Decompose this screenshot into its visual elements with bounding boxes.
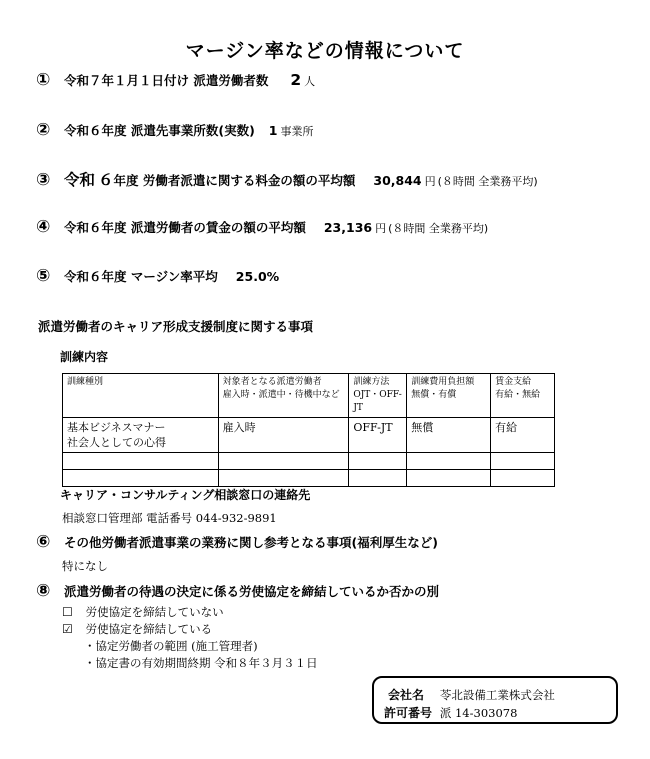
item-value: 2 xyxy=(290,71,302,89)
table-header-cell: 対象者となる派遣労働者 雇入時・派遣中・待機中など xyxy=(218,374,349,418)
item-unit: 円 xyxy=(424,175,436,188)
item-average-wage xyxy=(36,217,488,237)
item-number: ④ xyxy=(36,217,51,237)
permit-label: 許可番号 xyxy=(384,706,433,720)
item-staff-count xyxy=(36,70,315,90)
item-unit: 人 xyxy=(304,75,316,88)
item-labor-agreement xyxy=(36,581,439,601)
item-label: 派遣労働者の待遇の決定に係る労使協定を締結しているか否かの別 xyxy=(64,584,440,599)
table-header-cell: 賃金支給 有給・無給 xyxy=(491,374,555,418)
other-info-text: 特になし xyxy=(62,559,108,573)
permit-row xyxy=(384,704,517,721)
company-name-label: 会社名 xyxy=(388,688,425,702)
option-concluded: ☑ 労使協定を締結している xyxy=(62,622,213,636)
item-value: 1 xyxy=(268,123,278,138)
consult-heading: キャリア・コンサルティング相談窓口の連絡先 xyxy=(60,488,311,502)
table-cell: 無償 xyxy=(407,418,491,453)
item-value: 25.0% xyxy=(235,269,280,284)
item-label: 令和６年度 派遣労働者の賃金の額の平均額 xyxy=(64,220,306,235)
table-header-cell: 訓練方法 OJT・OFF-JT xyxy=(349,374,407,418)
table-header-cell: 訓練費用負担額 無償・有償 xyxy=(407,374,491,418)
item-other-info xyxy=(36,532,438,552)
item-note: (８時間 全業務平均) xyxy=(437,175,538,188)
item-label-year: ６ xyxy=(98,171,114,189)
item-label: 令和７年１月１日付け 派遣労働者数 xyxy=(64,73,269,88)
company-info-box xyxy=(372,676,618,724)
item-average-fee xyxy=(36,168,538,190)
item-label-era: 令和 xyxy=(64,171,96,189)
training-table xyxy=(62,373,555,487)
table-header-row xyxy=(63,374,555,418)
company-name: 苓北設備工業株式会社 xyxy=(439,688,555,702)
item-number: ③ xyxy=(36,170,51,190)
table-cell: 基本ビジネスマナー 社会人としての心得 xyxy=(63,418,219,453)
item-value: 23,136 xyxy=(323,220,373,235)
consult-contact: 相談窓口管理部 電話番号 044-932-9891 xyxy=(62,511,277,525)
agreement-expiry: ・協定書の有効期間終期 令和８年３月３１日 xyxy=(84,656,318,670)
table-cell: OFF-JT xyxy=(349,418,407,453)
item-unit: 事業所 xyxy=(280,125,314,138)
table-header-cell: 訓練種別 xyxy=(63,374,219,418)
item-margin-rate xyxy=(36,266,279,286)
item-value: 30,844 xyxy=(373,173,422,188)
item-number: ⑥ xyxy=(36,532,51,552)
page-title: マージン率などの情報について xyxy=(185,40,465,62)
item-number: ⑤ xyxy=(36,266,51,286)
table-row xyxy=(63,418,555,453)
item-number: ① xyxy=(36,70,51,90)
item-client-count xyxy=(36,120,313,140)
checkbox-checked-icon: ☑ xyxy=(62,622,73,636)
checkbox-empty-icon: ☐ xyxy=(62,605,73,619)
table-cell: 有給 xyxy=(491,418,555,453)
option-not-concluded: ☐ 労使協定を締結していない xyxy=(62,605,224,619)
item-unit: 円 xyxy=(375,222,387,235)
item-number: ② xyxy=(36,120,51,140)
training-heading: 訓練内容 xyxy=(60,350,109,364)
table-row-empty xyxy=(63,470,555,487)
item-number: ⑧ xyxy=(36,581,51,601)
item-label: 令和６年度 派遣先事業所数(実数) xyxy=(64,123,255,138)
item-label: 令和６年度 マージン率平均 xyxy=(64,269,218,284)
agreement-scope: ・協定労働者の範囲 (施工管理者) xyxy=(84,639,258,653)
item-label: 年度 労働者派遣に関する料金の額の平均額 xyxy=(113,173,356,188)
company-name-row xyxy=(388,686,555,703)
table-cell: 雇入時 xyxy=(218,418,349,453)
permit-number: 派 14-303078 xyxy=(439,706,518,720)
table-row-empty xyxy=(63,453,555,470)
item-label: その他労働者派遣事業の業務に関し参考となる事項(福利厚生など) xyxy=(64,535,438,550)
item-note: (８時間 全業務平均) xyxy=(388,222,489,235)
career-heading: 派遣労働者のキャリア形成支援制度に関する事項 xyxy=(38,319,314,334)
